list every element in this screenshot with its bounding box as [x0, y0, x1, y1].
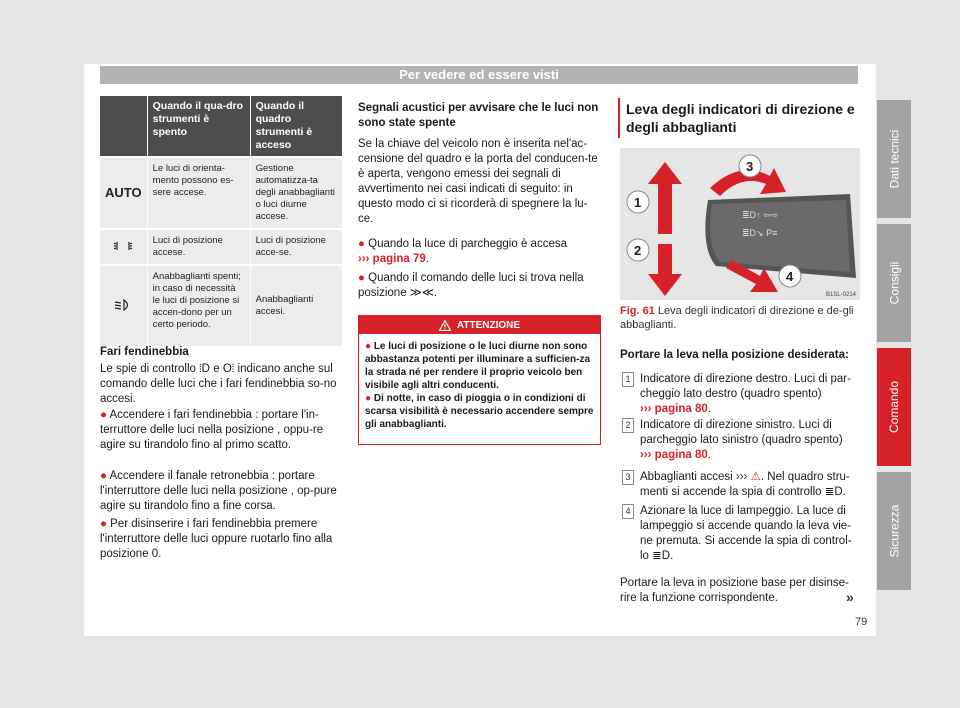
- rear-fog-icon: O⦙: [222, 363, 235, 375]
- table-cell: Anabbaglianti accesi.: [250, 265, 342, 346]
- fog-bullet-2: ● Accendere il fanale retronebbia : portare l'interruttore delle luci nella posizione , op-pure agire su tirandolo fino a fine corsa.: [100, 470, 337, 512]
- svg-text:3: 3: [746, 159, 754, 174]
- warning-body: [359, 334, 600, 437]
- tab-consigli[interactable]: Consigli: [877, 224, 911, 342]
- svg-text:4: 4: [786, 269, 794, 284]
- low-beam-icon: [100, 265, 147, 346]
- table-cell: Gestione automatizza-ta degli anabbaglianti o luci diurne accese.: [250, 157, 342, 229]
- figure-code: B1SL-0214: [825, 292, 856, 298]
- table-cell: Anabbaglianti spenti; in caso di necessità le luci di posizione si accen-dono per un certo periodo.: [147, 265, 250, 346]
- table-cell: Luci di posizione acce-se.: [250, 229, 342, 265]
- warning-header: ATTENZIONE: [359, 316, 600, 334]
- table-header-empty: [100, 96, 147, 157]
- page-link[interactable]: ››› pagina 80: [640, 449, 708, 461]
- warning-icon: [439, 320, 451, 331]
- item-number: 1: [622, 372, 634, 387]
- svg-text:1: 1: [634, 195, 642, 210]
- fog-paragraph: Le spie di controllo ⦙D e O⦙ indicano anche sul comando delle luci che i fari fendinebbia so-no accesi.: [100, 363, 337, 405]
- table-header-off: Quando il qua-dro strumenti è spento: [147, 96, 250, 157]
- lever-illustration: [620, 148, 860, 300]
- fog-light-icon: ⦙D: [199, 363, 210, 375]
- table-row: [100, 265, 343, 346]
- warning-box: [358, 315, 601, 445]
- tab-comando[interactable]: Comando: [877, 348, 911, 466]
- page-link[interactable]: ››› pagina 80: [640, 403, 708, 415]
- table-row: [100, 157, 343, 229]
- section-header: Per vedere ed essere visti: [100, 66, 858, 84]
- high-beam-icon: ≣D: [824, 486, 843, 498]
- acoustic-bullet-2: ● Quando il comando delle luci si trova nella posizione ≫≪.: [358, 272, 584, 299]
- list-item: 4 Azionare la luce di lampeggio. La luce di lampeggio si accende quando la leva vie-ne premuta. Si accende la spia di control-lo ≣D.: [622, 504, 858, 519]
- tab-dati-tecnici[interactable]: Dati tecnici: [877, 100, 911, 218]
- table-row: [100, 229, 343, 265]
- page-number: 79: [855, 616, 868, 628]
- fog-bullet-3: ● Per disinserire i fari fendinebbia premere l'interruttore delle luci oppure ruotarlo fino alla posizione 0.: [100, 518, 333, 560]
- title-accent-bar: [618, 98, 620, 138]
- lever-outro: Portare la leva in posizione base per disinse-rire la funzione corrispondente.: [620, 577, 849, 604]
- auto-icon: AUTO: [100, 157, 147, 229]
- fog-title: Fari fendinebbia: [100, 346, 189, 358]
- acoustic-title: Segnali acustici per avvisare che le luci non sono state spente: [358, 102, 599, 129]
- lever-figure: [620, 148, 860, 300]
- list-item: 1 Indicatore di direzione destro. Luci di par-cheggio lato destro (quadro spento) ››› pagina 80.: [622, 372, 858, 387]
- position-lights-icon: ≫≪: [409, 287, 434, 299]
- item-number: 4: [622, 504, 634, 519]
- high-beam-icon: ≣D: [652, 550, 671, 562]
- svg-text:2: 2: [634, 243, 642, 258]
- item-number: 2: [622, 418, 634, 433]
- lights-status-table: [100, 96, 343, 346]
- table-header-on: Quando il quadro strumenti è acceso: [250, 96, 342, 157]
- warning-bullet-1: ● Le luci di posizione o le luci diurne non sono abbastanza potenti per illuminare a sufficien-za la strada né per rendere il proprio veicolo ben visibile agli altri conducenti.: [365, 341, 591, 391]
- list-item: 3 Abbaglianti accesi ››› ⚠. Nel quadro stru-menti si accende la spia di controllo ≣D.: [622, 470, 858, 485]
- lever-title: Leva degli indicatori di direzione e degli abbaglianti: [626, 101, 855, 135]
- svg-text:≣D↑ ⇦⇨: ≣D↑ ⇦⇨: [742, 210, 779, 220]
- warning-icon: ⚠: [750, 471, 761, 483]
- figure-caption: Fig. 61 Leva degli indicatori di direzione e de-gli abbaglianti.: [620, 305, 854, 331]
- warning-bullet-2: ● Di notte, in caso di pioggia o in condizioni di scarsa visibilità è necessario accendere sempre gli anabbaglianti.: [365, 393, 594, 430]
- table-header-row: [100, 96, 343, 157]
- item-number: 3: [622, 470, 634, 485]
- continue-marker: »: [846, 589, 854, 605]
- acoustic-body: Se la chiave del veicolo non è inserita nel'ac-censione del quadro e la porta del conducen-te è aperta, vengono emessi dei segnali di avvertimento nei casi indicati di seguito: in questo modo ci si ricorderà di spegnere la lu-ce.: [358, 138, 598, 225]
- table-cell: Le luci di orienta-mento possono es-sere accese.: [147, 157, 250, 229]
- table-cell: Luci di posizione accese.: [147, 229, 250, 265]
- list-item: 2 Indicatore di direzione sinistro. Luci di parcheggio lato sinistro (quadro spento) ››› pagina 80.: [622, 418, 858, 433]
- tab-sicurezza[interactable]: Sicurezza: [877, 472, 911, 590]
- lever-intro: Portare la leva nella posizione desiderata:: [620, 349, 849, 361]
- acoustic-bullet-1: ● Quando la luce di parcheggio è accesa ››› pagina 79.: [358, 238, 567, 265]
- position-lights-icon: [100, 229, 147, 265]
- page-link[interactable]: ››› pagina 79: [358, 253, 426, 265]
- fog-bullet-1: ● Accendere i fari fendinebbia : portare l'in-terruttore delle luci nella posizione , oppu-re agire su tirandolo fino al primo scatto.: [100, 409, 324, 451]
- svg-text:≣D↘ P≡: ≣D↘ P≡: [742, 228, 778, 238]
